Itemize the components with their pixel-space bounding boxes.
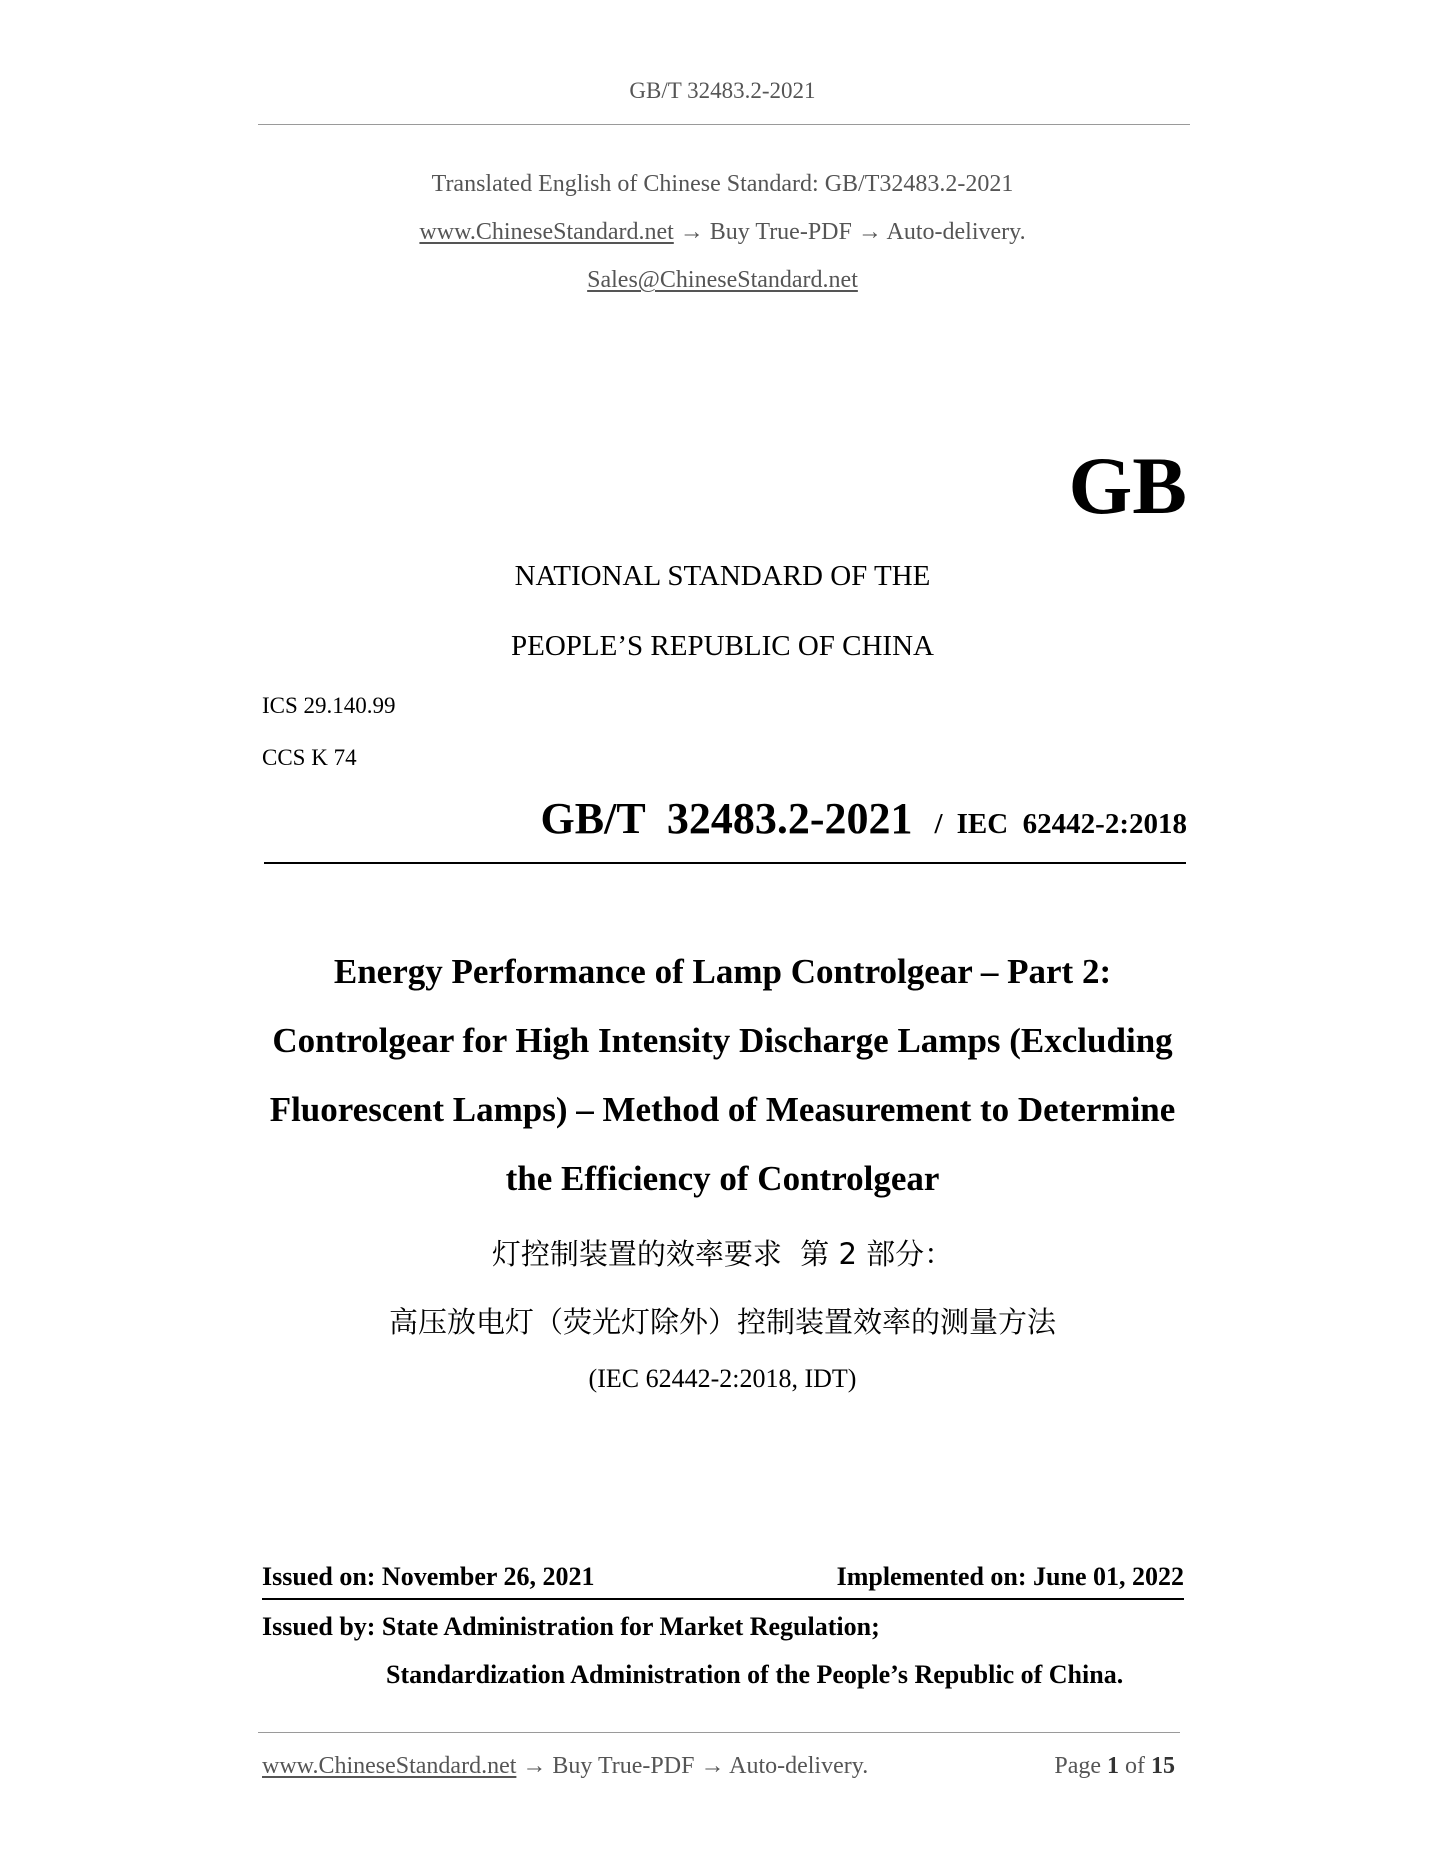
national-standard-line-2: PEOPLE’S REPUBLIC OF CHINA	[511, 630, 934, 662]
title-en-line-1: Energy Performance of Lamp Controlgear – Part 2:	[333, 952, 1112, 991]
gb-mark: GB	[1068, 440, 1187, 531]
buy-text: → Buy True-PDF → Auto-delivery.	[673, 219, 1026, 245]
national-standard-line-1: NATIONAL STANDARD OF THE	[514, 560, 931, 592]
issued-by-line-1: Issued by: State Administration for Market Regulation;	[262, 1612, 880, 1641]
footer-site-link[interactable]: www.ChineseStandard.net	[262, 1753, 517, 1779]
sales-email-link[interactable]: Sales@ChineseStandard.net	[587, 267, 858, 293]
footer-divider	[258, 1732, 1180, 1733]
footer-buy-text: → Buy True-PDF → Auto-delivery.	[516, 1753, 869, 1779]
page-indicator	[1054, 1753, 1175, 1780]
standard-number-divider	[264, 862, 1186, 864]
ics-code: ICS 29.140.99	[262, 693, 396, 718]
title-zh-line-2: 高压放电灯（荧光灯除外）控制装置效率的测量方法	[388, 1305, 1056, 1339]
header-divider	[258, 124, 1190, 125]
iec-number: IEC 62442-2:2018	[956, 808, 1187, 840]
issued-by-line-2: Standardization Administration of the People’s Republic of China.	[386, 1660, 1124, 1689]
page-total: 15	[1151, 1753, 1175, 1779]
standard-number: GB/T 32483.2-2021	[540, 794, 913, 843]
page-current: 1	[1107, 1753, 1119, 1779]
running-header: GB/T 32483.2-2021	[629, 78, 816, 103]
title-en-line-4: the Efficiency of Controlgear	[505, 1159, 940, 1198]
title-zh-line-1: 灯控制装置的效率要求 第 2 部分：	[491, 1237, 954, 1271]
site-link[interactable]: www.ChineseStandard.net	[419, 219, 674, 245]
standard-separator: /	[934, 808, 943, 840]
translated-notice: Translated English of Chinese Standard: GB/T32483.2-2021	[431, 171, 1014, 197]
footer-buy-line	[262, 1753, 868, 1780]
email-line	[0, 267, 1445, 294]
title-en-line-2: Controlgear for High Intensity Discharge Lamps (Excluding	[272, 1021, 1173, 1060]
issued-on-date: Issued on: November 26, 2021	[262, 1562, 595, 1591]
title-en-line-3: Fluorescent Lamps) – Method of Measurement to Determine	[269, 1090, 1176, 1129]
issue-divider	[262, 1598, 1184, 1600]
idt-reference: (IEC 62442-2:2018, IDT)	[588, 1364, 857, 1393]
page-of: of	[1125, 1753, 1145, 1779]
buy-line	[0, 219, 1445, 246]
page-label: Page	[1054, 1753, 1101, 1779]
standard-number-row	[541, 793, 1187, 844]
ccs-code: CCS K 74	[262, 745, 357, 770]
implemented-on-date: Implemented on: June 01, 2022	[836, 1562, 1184, 1591]
